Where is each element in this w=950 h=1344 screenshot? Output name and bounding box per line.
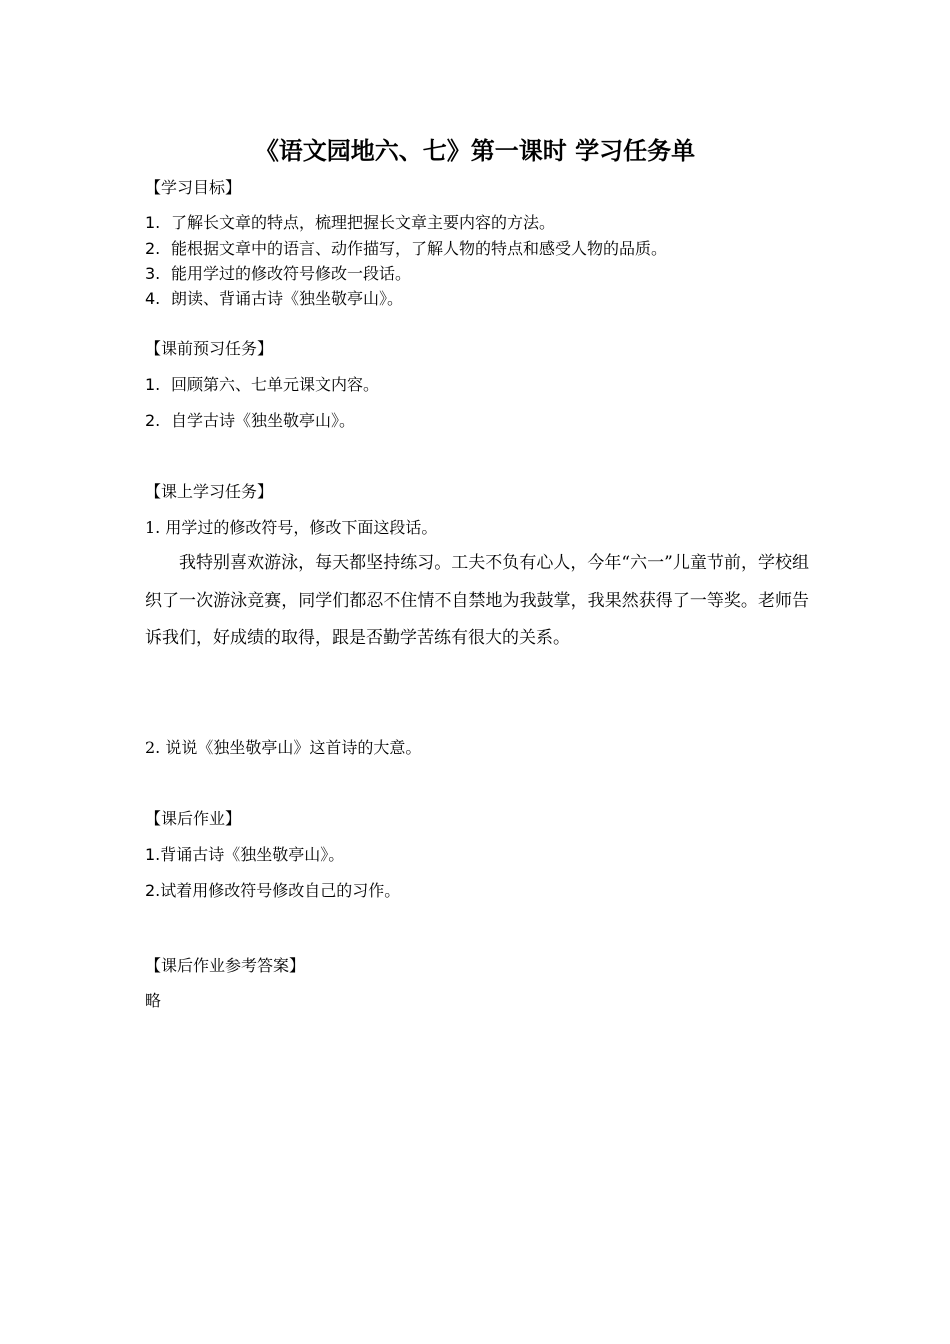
classwork-paragraph: 我特别喜欢游泳，每天都坚持练习。工夫不负有心人，今年“六一”儿童节前，学校组织了一次游泳竞赛，同学们都忍不住情不自禁地为我鼓掌，我果然获得了一等奖。老师告诉我们，好成绩的取得，跟是否勤学苦练有很大的关系。 [145,553,809,648]
preview-item [145,374,379,396]
preview-text: 回顾第六、七单元课文内容。 [171,375,380,394]
objective-item [145,288,403,310]
objective-text: 朗读、背诵古诗《独坐敬亭山》。 [171,289,404,308]
preview-heading: 【课前预习任务】 [145,339,274,358]
objective-number: 2. [145,239,161,258]
homework-item: 2.试着用修改符号修改自己的习作。 [145,881,401,900]
objective-item [145,263,411,285]
objective-number: 3. [145,264,161,283]
preview-number: 1. [145,375,161,394]
objective-text: 能用学过的修改符号修改一段话。 [171,264,412,283]
homework-item: 1.背诵古诗《独坐敬亭山》。 [145,845,345,864]
objectives-heading: 【学习目标】 [145,178,242,197]
classwork-heading: 【课上学习任务】 [145,482,274,501]
classwork-task-2: 2. 说说《独坐敬亭山》这首诗的大意。 [145,738,422,757]
answers-heading: 【课后作业参考答案】 [145,956,306,975]
preview-number: 2. [145,411,161,430]
objective-text: 了解长文章的特点，梳理把握长文章主要内容的方法。 [171,213,556,232]
objective-number: 1. [145,213,161,232]
objective-number: 4. [145,289,161,308]
answers-text: 略 [145,991,162,1010]
preview-item [145,410,355,432]
classwork-task-1: 1. 用学过的修改符号，修改下面这段话。 [145,518,438,537]
objective-item [145,238,667,260]
homework-heading: 【课后作业】 [145,809,242,828]
page-title: 《语文园地六、七》第一课时 学习任务单 [254,137,696,165]
objective-text: 能根据文章中的语言、动作描写，了解人物的特点和感受人物的品质。 [171,239,668,258]
objective-item [145,212,555,234]
preview-text: 自学古诗《独坐敬亭山》。 [171,411,356,430]
